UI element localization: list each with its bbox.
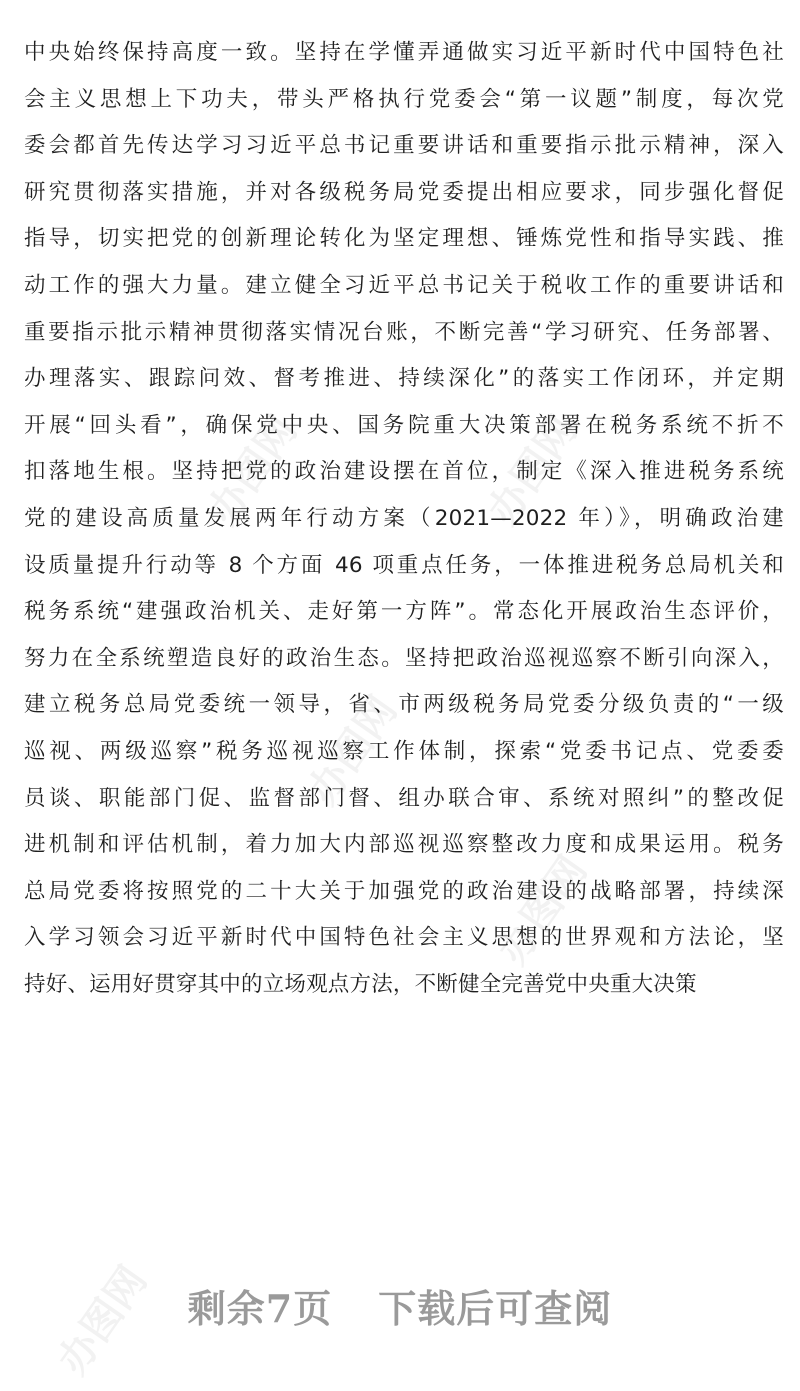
download-hint-label: 下载后可查阅 [378, 1286, 613, 1331]
remaining-pages-label: 剩余7页 [187, 1286, 333, 1331]
text-line: 税务系统“建强政治机关、走好第一方阵”。常态化开展政治生态评价， [24, 599, 784, 625]
download-banner[interactable] [0, 1278, 800, 1333]
text-line: 委会都首先传达学习习近平总书记重要讲话和重要指示批示精神，深入 [24, 133, 784, 159]
text-line: 建立税务总局党委统一领导，省、市两级税务局党委分级负责的“一级 [24, 692, 784, 718]
watermark: 办图网 [299, 688, 407, 813]
body-text [24, 30, 784, 1008]
text-line: 进机制和评估机制，着力加大内部巡视巡察整改力度和成果运用。税务 [24, 832, 784, 858]
text-line: 中央始终保持高度一致。坚持在学懂弄通做实习近平新时代中国特色社 [24, 40, 784, 65]
text-line: 巡视、两级巡察”税务巡视巡察工作体制，探索“党委书记点、党委委 [24, 738, 784, 764]
text-line: 员谈、职能部门促、监督部门督、组办联合审、系统对照纠”的整改促 [24, 785, 784, 811]
text-line: 动工作的强大力量。建立健全习近平总书记关于税收工作的重要讲话和 [24, 272, 784, 298]
text-line: 党的建设高质量发展两年行动方案（2021—2022 年）》，明确政治建 [24, 505, 784, 531]
watermark: 办图网 [199, 408, 307, 533]
text-line: 入学习领会习近平新时代中国特色社会主义思想的世界观和方法论，坚 [24, 925, 784, 951]
text-line: 指导，切实把党的创新理论转化为坚定理想、锤炼党性和指导实践、推 [24, 226, 784, 252]
watermark: 办图网 [489, 848, 597, 973]
text-line: 总局党委将按照党的二十大关于加强党的政治建设的战略部署，持续深 [24, 878, 784, 904]
text-line: 研究贯彻落实措施，并对各级税务局党委提出相应要求，同步强化督促 [24, 179, 784, 205]
text-line: 办理落实、跟踪问效、督考推进、持续深化”的落实工作闭环，并定期 [24, 366, 784, 392]
watermark: 办图网 [49, 1258, 157, 1383]
text-line: 扣落地生根。坚持把党的政治建设摆在首位，制定《深入推进税务系统 [24, 459, 784, 485]
text-line: 设质量提升行动等 8 个方面 46 项重点任务，一体推进税务总局机关和 [24, 552, 784, 578]
text-line: 会主义思想上下功夫，带头严格执行党委会“第一议题”制度，每次党 [24, 86, 784, 112]
text-line: 持好、运用好贯穿其中的立场观点方法，不断健全完善党中央重大决策 [24, 971, 697, 997]
text-line: 努力在全系统塑造良好的政治生态。坚持把政治巡视巡察不断引向深入， [24, 645, 784, 671]
text-line: 重要指示批示精神贯彻落实情况台账，不断完善“学习研究、任务部署、 [24, 319, 784, 345]
watermark: 办图网 [479, 408, 587, 533]
text-line: 开展“回头看”，确保党中央、国务院重大决策部署在税务系统不折不 [24, 412, 784, 438]
